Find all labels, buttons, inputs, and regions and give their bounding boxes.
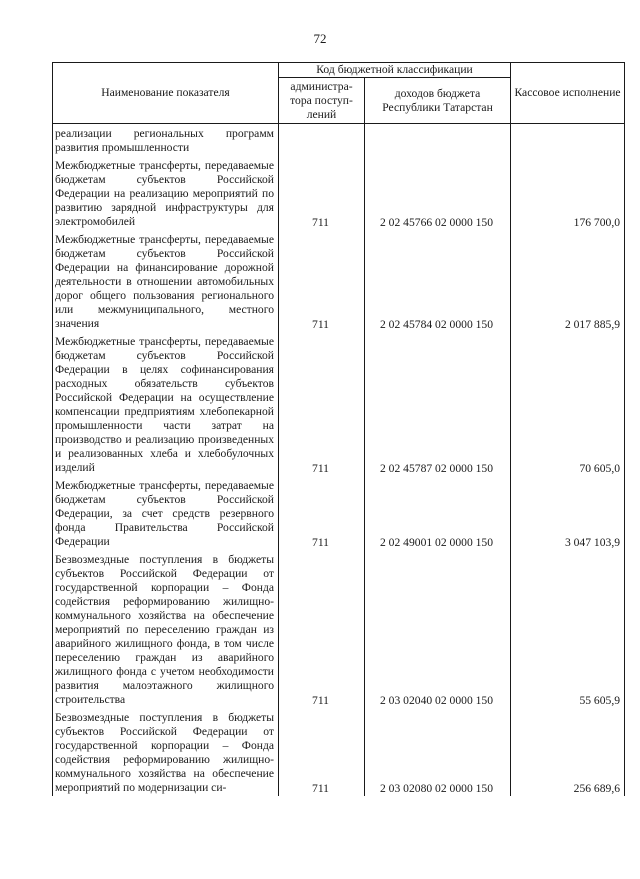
row-name: Межбюджетные трансферты, передаваемые бюджетам субъектов Российской Федерации в целях софинансирования расходных обязательств субъектов Российской Федерации на осуществление компенсации предприятиям хлебопекарной промышленности части затрат на производство и реализацию произведенных и реализованных хлеба и хлебобулочных изделий — [53, 332, 279, 476]
row-name: Межбюджетные трансферты, передаваемые бюджетам субъектов Российской Федерации на реализацию мероприятий по развитию зарядной инфраструктуры для электромобилей — [53, 156, 279, 230]
table-row — [53, 124, 625, 157]
row-admin: 711 — [279, 476, 365, 550]
row-admin: 711 — [279, 230, 365, 332]
table-row — [53, 230, 625, 332]
row-amount: 55 605,9 — [511, 550, 625, 708]
header-name: Наименование показателя — [53, 63, 279, 124]
table-row — [53, 708, 625, 796]
table-row — [53, 156, 625, 230]
row-amount — [511, 124, 625, 157]
header-admin: администра-тора поступ-лений — [279, 78, 365, 124]
row-admin: 711 — [279, 708, 365, 796]
row-code: 2 03 02080 02 0000 150 — [365, 708, 511, 796]
row-code: 2 03 02040 02 0000 150 — [365, 550, 511, 708]
page-number: 72 — [313, 31, 327, 46]
row-admin: 711 — [279, 550, 365, 708]
budget-table — [52, 62, 625, 796]
row-name: Межбюджетные трансферты, передаваемые бюджетам субъектов Российской Федерации на финансирование дорожной деятельности в отношении автомобильных дорог общего пользования регионального или межмуниципального, местного значения — [53, 230, 279, 332]
row-code: 2 02 45784 02 0000 150 — [365, 230, 511, 332]
row-amount: 70 605,0 — [511, 332, 625, 476]
row-amount: 2 017 885,9 — [511, 230, 625, 332]
table-row — [53, 550, 625, 708]
row-code: 2 02 45766 02 0000 150 — [365, 156, 511, 230]
row-code — [365, 124, 511, 157]
header-code-group: Код бюджетной классификации — [279, 63, 511, 78]
row-name: реализации региональных программ развития промышленности — [53, 124, 279, 157]
row-admin: 711 — [279, 156, 365, 230]
row-admin: 711 — [279, 332, 365, 476]
row-name: Межбюджетные трансферты, передаваемые бюджетам субъектов Российской Федерации, за счет средств резервного фонда Правительства Российской Федерации — [53, 476, 279, 550]
table-row — [53, 332, 625, 476]
table-row — [53, 476, 625, 550]
row-code: 2 02 45787 02 0000 150 — [365, 332, 511, 476]
row-code: 2 02 49001 02 0000 150 — [365, 476, 511, 550]
row-admin — [279, 124, 365, 157]
header-amount: Кассовое исполнение — [511, 63, 625, 124]
row-amount: 176 700,0 — [511, 156, 625, 230]
row-amount: 3 047 103,9 — [511, 476, 625, 550]
row-name: Безвозмездные поступления в бюджеты субъектов Российской Федерации от государственной корпорации – Фонда содействия реформированию жилищно-коммунального хозяйства на обеспечение мероприятий по модернизации си- — [53, 708, 279, 796]
header-income: доходов бюджета Республики Татарстан — [365, 78, 511, 124]
row-name: Безвозмездные поступления в бюджеты субъектов Российской Федерации от государственной корпорации – Фонда содействия реформированию жилищно-коммунального хозяйства на обеспечение мероприятий по переселению граждан из аварийного жилищного фонда, в том числе переселению граждан из аварийного жилищного фонда с учетом необходимости развития малоэтажного жилищного строительства — [53, 550, 279, 708]
row-amount: 256 689,6 — [511, 708, 625, 796]
